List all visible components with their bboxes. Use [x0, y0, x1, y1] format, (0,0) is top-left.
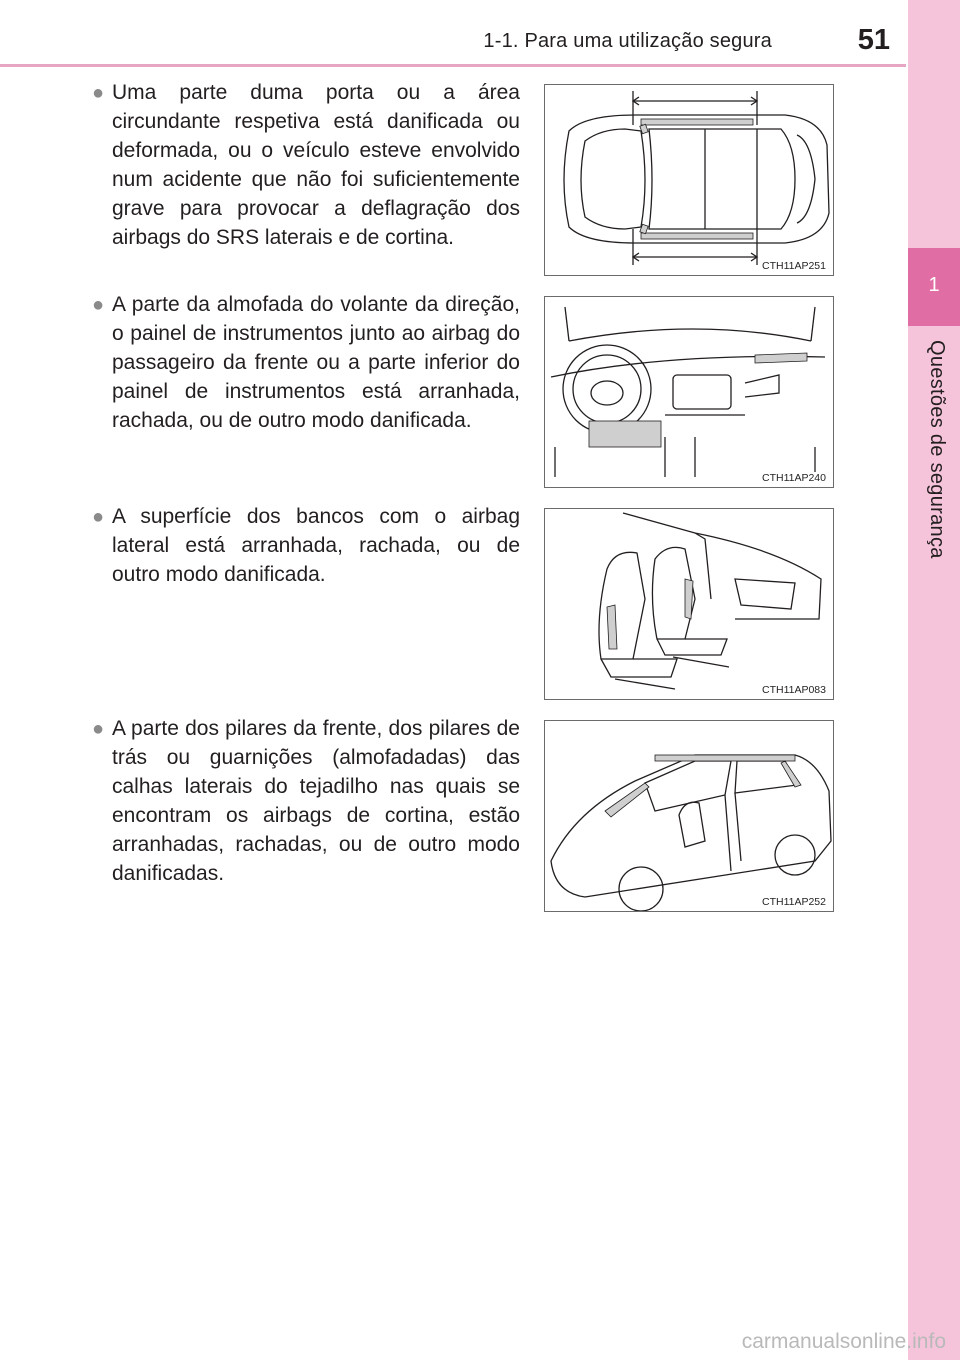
figure-code: CTH11AP240	[761, 472, 826, 484]
chapter-label: Questões de segurança	[926, 340, 948, 559]
front-seats-icon	[545, 509, 834, 700]
list-item	[92, 502, 520, 589]
bullet-icon: ●	[92, 82, 105, 104]
figure-code: CTH11AP083	[761, 684, 826, 696]
list-item	[92, 78, 520, 252]
chapter-side-strip	[908, 0, 960, 1360]
item-text: A parte dos pilares da frente, dos pilares de trás ou guarnições (almofadadas) das calhas laterais do tejadilho nas quais se encontram os airbags de cortina, estão arranhadas, rachadas, ou de outro modo danificadas.	[112, 717, 520, 885]
figure-code: CTH11AP251	[761, 260, 826, 272]
page-number: 51	[857, 24, 890, 56]
list-item	[92, 290, 520, 435]
figure-front-seats	[544, 508, 834, 700]
watermark-link[interactable]: carmanualsonline.info	[741, 1330, 946, 1353]
figure-code: CTH11AP252	[761, 896, 826, 908]
chapter-number: 1	[928, 274, 940, 296]
section-title: 1-1. Para uma utilização segura	[483, 30, 772, 52]
header-divider	[0, 64, 906, 67]
bullet-icon: ●	[92, 294, 105, 316]
bullet-icon: ●	[92, 506, 105, 528]
figure-car-top-view	[544, 84, 834, 276]
item-text: Uma parte duma porta ou a área circundante respetiva está danificada ou deformada, ou o veículo esteve envolvido num acidente que não foi suficientemente grave para provocar a deflagração dos airbags do SRS laterais e de cortina.	[112, 81, 520, 249]
item-text: A parte da almofada do volante da direção, o painel de instrumentos junto ao airbag do passageiro da frente ou a parte inferior do painel de instrumentos está arranhada, rachada, ou de outro modo danificada.	[112, 293, 520, 432]
car-side-cutaway-icon	[545, 721, 834, 912]
car-top-view-icon	[545, 85, 834, 276]
list-item	[92, 714, 520, 888]
figure-car-side-cutaway	[544, 720, 834, 912]
bullet-icon: ●	[92, 718, 105, 740]
dashboard-icon	[545, 297, 834, 488]
item-text: A superfície dos bancos com o airbag lateral está arranhada, rachada, ou de outro modo danificada.	[112, 505, 520, 586]
figure-dashboard	[544, 296, 834, 488]
chapter-tab[interactable]	[908, 248, 960, 326]
